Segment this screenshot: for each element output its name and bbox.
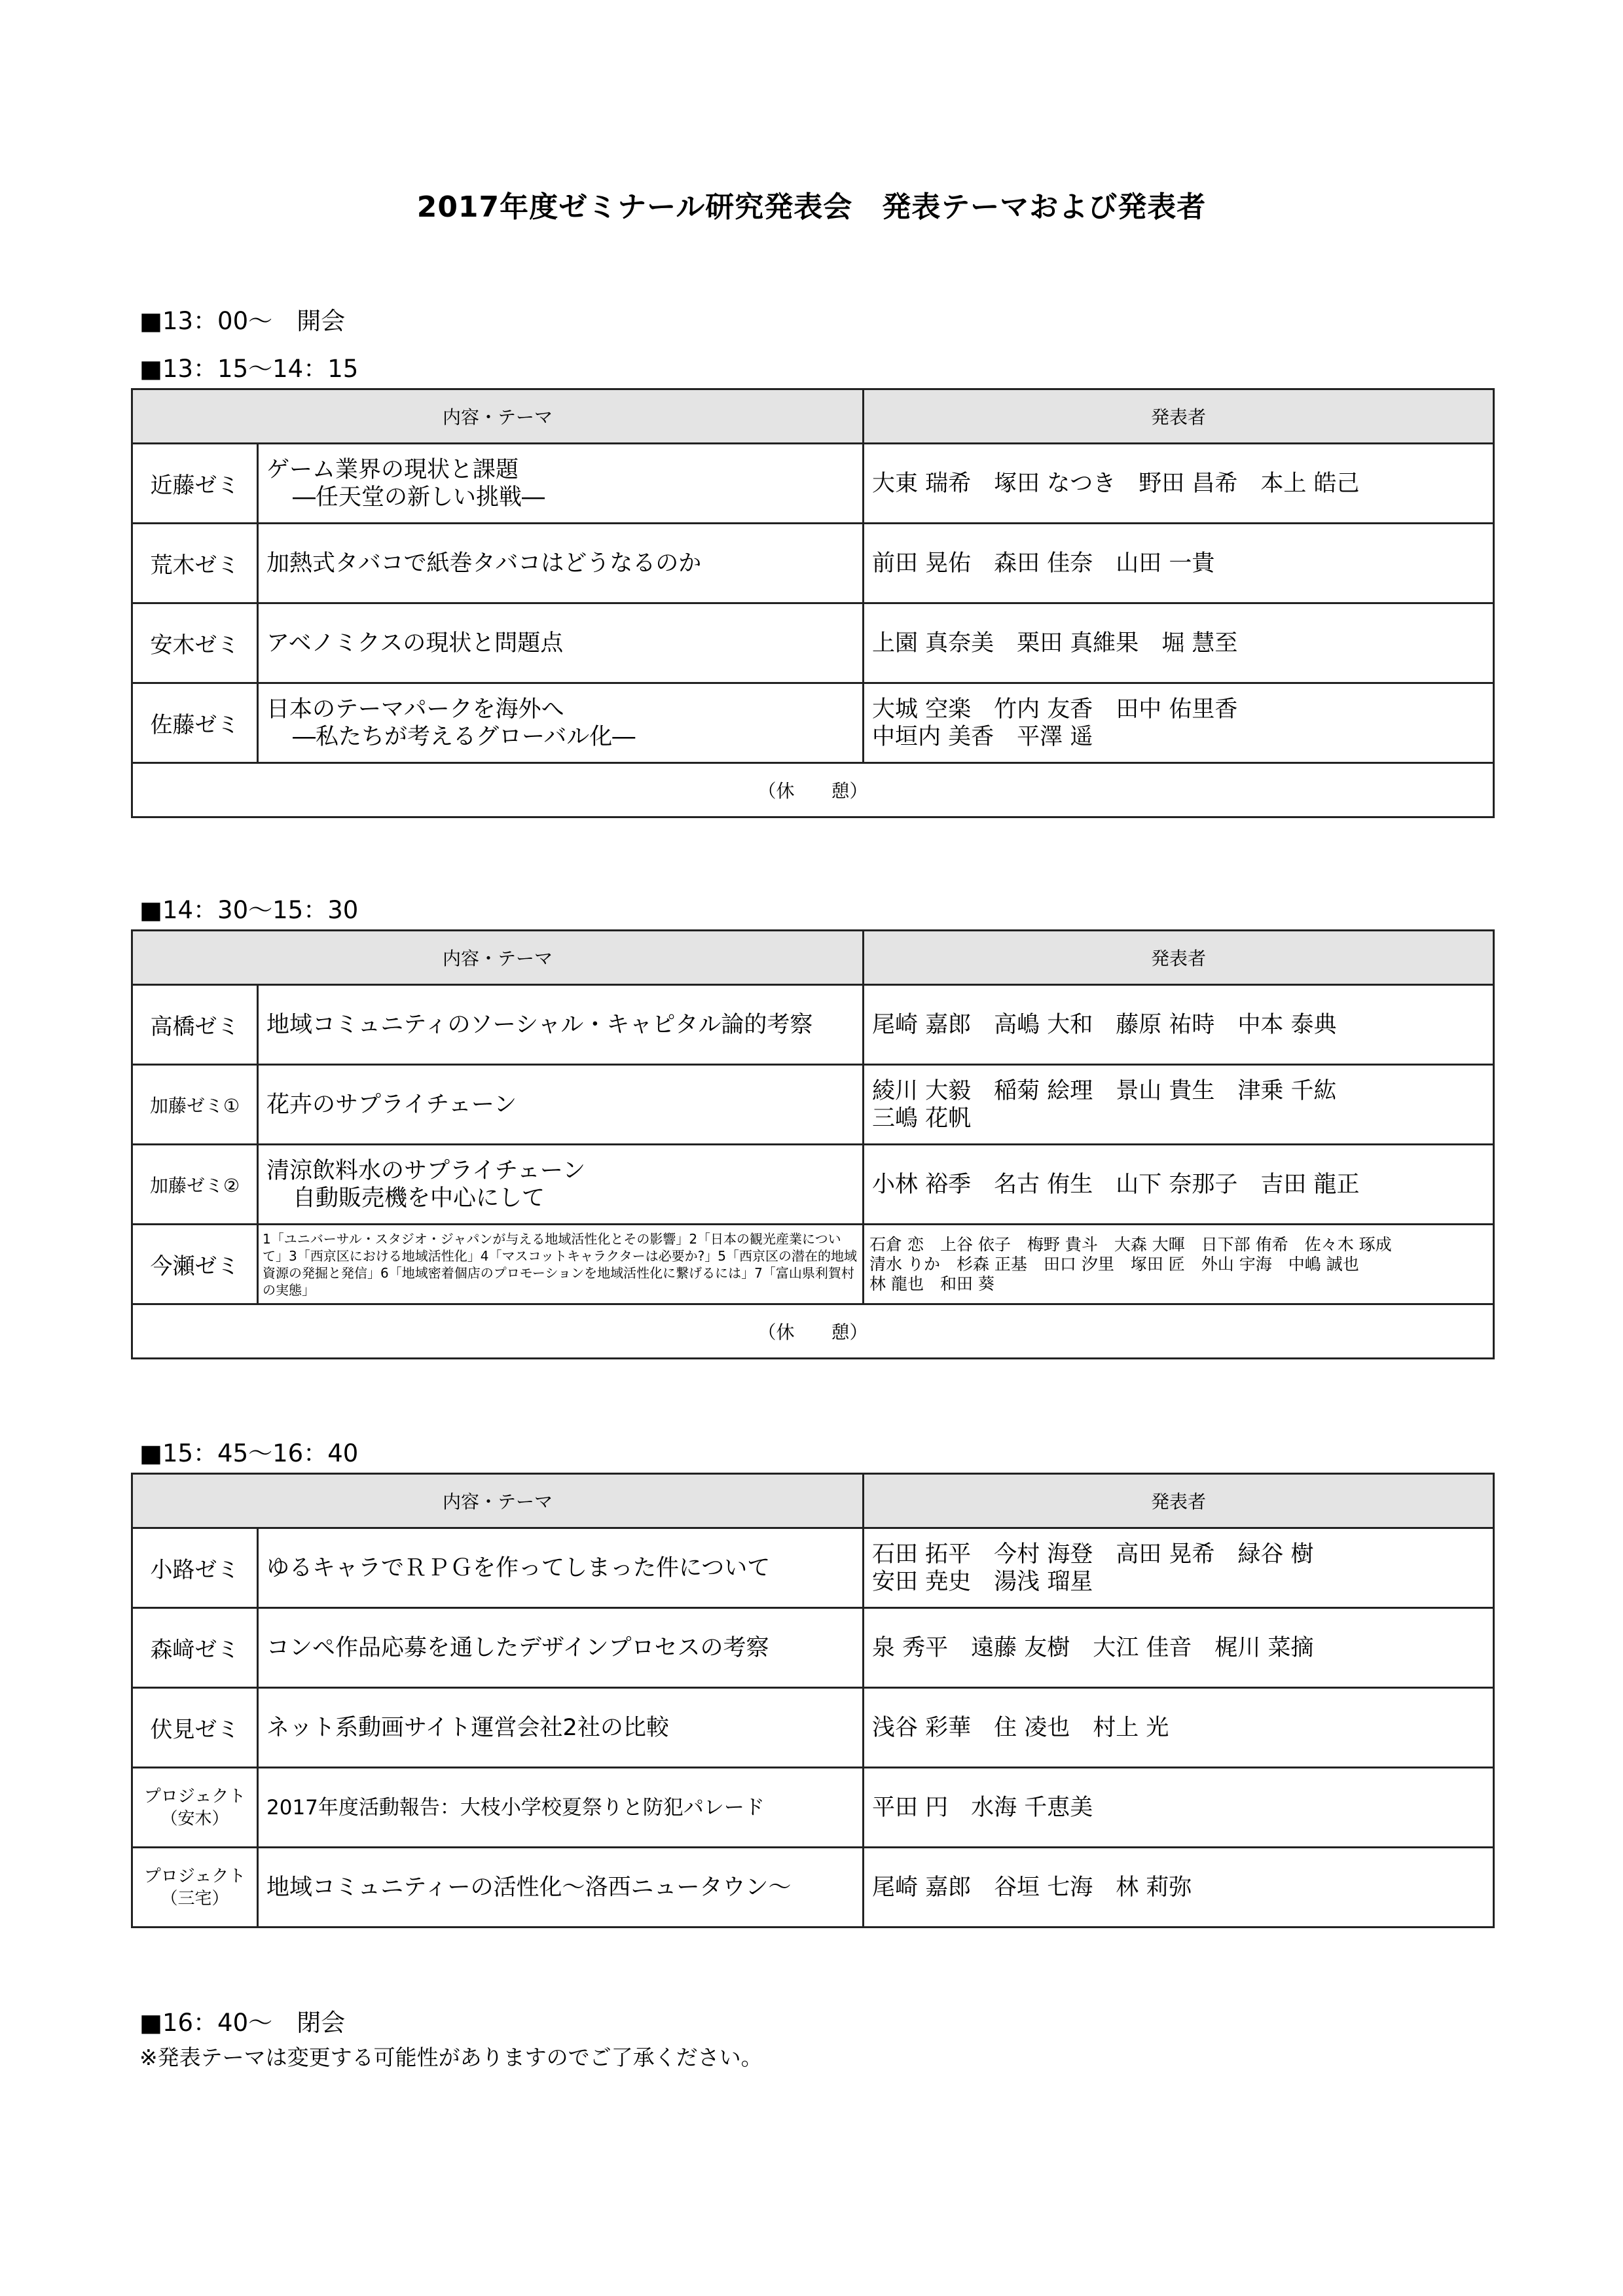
group-name: 近藤ゼミ bbox=[132, 444, 258, 524]
theme-cell: コンペ作品応募を通したデザインプロセスの考察 bbox=[258, 1608, 864, 1688]
table-row bbox=[132, 444, 1494, 524]
break-row: （休 憩） bbox=[132, 763, 1494, 817]
theme-cell bbox=[258, 683, 864, 763]
presenters-line: 石田 拓平 今村 海登 高田 晃希 緑谷 樹 bbox=[872, 1541, 1314, 1568]
table-row bbox=[132, 1225, 1494, 1304]
theme-cell: ネット系動画サイト運営会社2社の比較 bbox=[258, 1688, 864, 1768]
group-name: 安木ゼミ bbox=[132, 603, 258, 683]
presenters-cell: 尾崎 嘉郎 谷垣 七海 林 莉弥 bbox=[864, 1848, 1494, 1928]
presenters-cell bbox=[864, 1528, 1494, 1608]
theme-subtitle: 自動販売機を中心にして bbox=[293, 1185, 545, 1211]
table-row bbox=[132, 1528, 1494, 1608]
table-row bbox=[132, 1145, 1494, 1225]
theme-cell: 地域コミュニティーの活性化～洛西ニュータウン～ bbox=[258, 1848, 864, 1928]
presenters-line: 綾川 大毅 稲菊 絵理 景山 貴生 津乗 千紘 bbox=[872, 1077, 1337, 1104]
presenters-line: 石倉 恋 上谷 依子 梅野 貴斗 大森 大暉 日下部 侑希 佐々木 琢成 bbox=[869, 1234, 1392, 1254]
theme-title: 日本のテーマパークを海外へ bbox=[266, 696, 564, 723]
break-row: （休 憩） bbox=[132, 1304, 1494, 1359]
group-name: 今瀬ゼミ bbox=[132, 1225, 258, 1304]
footnote: ※発表テーマは変更する可能性がありますのでご了承ください。 bbox=[139, 2045, 763, 2070]
theme-cell bbox=[258, 1145, 864, 1225]
group-name: 荒木ゼミ bbox=[132, 524, 258, 603]
presenters-cell bbox=[864, 1225, 1494, 1304]
group-name: 森﨑ゼミ bbox=[132, 1608, 258, 1688]
theme-title: ゲーム業界の現状と課題 bbox=[266, 456, 519, 483]
group-name: 伏見ゼミ bbox=[132, 1688, 258, 1768]
presenters-cell: 浅谷 彩華 住 凌也 村上 光 bbox=[864, 1688, 1494, 1768]
table-row bbox=[132, 1848, 1494, 1928]
group-name: 高橋ゼミ bbox=[132, 985, 258, 1065]
group-name: 加藤ゼミ① bbox=[132, 1065, 258, 1145]
group-name: 加藤ゼミ② bbox=[132, 1145, 258, 1225]
session-3-time: ■15：45～16：40 bbox=[139, 1439, 359, 1467]
group-label: プロジェクト bbox=[143, 1786, 246, 1806]
presenters-cell: 平田 円 水海 千恵美 bbox=[864, 1768, 1494, 1848]
group-label: プロジェクト bbox=[143, 1866, 246, 1886]
header-presenters: 発表者 bbox=[864, 389, 1494, 444]
table-row bbox=[132, 1688, 1494, 1768]
presenters-line: 大城 空楽 竹内 友香 田中 佑里香 bbox=[872, 696, 1238, 723]
presenters-line: 清水 りか 杉森 正基 田口 汐里 塚田 匠 外山 宇海 中嶋 誠也 bbox=[869, 1254, 1359, 1274]
group-name: 佐藤ゼミ bbox=[132, 683, 258, 763]
theme-cell: 花卉のサプライチェーン bbox=[258, 1065, 864, 1145]
presenters-cell: 泉 秀平 遠藤 友樹 大江 佳音 梶川 菜摘 bbox=[864, 1608, 1494, 1688]
session-1-table bbox=[131, 388, 1495, 818]
presenters-cell bbox=[864, 1065, 1494, 1145]
header-content: 内容・テーマ bbox=[132, 389, 864, 444]
session-3-table bbox=[131, 1473, 1495, 1928]
theme-title: 清涼飲料水のサプライチェーン bbox=[266, 1157, 586, 1184]
presenters-cell: 小林 裕季 名古 侑生 山下 奈那子 吉田 龍正 bbox=[864, 1145, 1494, 1225]
header-content: 内容・テーマ bbox=[132, 931, 864, 985]
presenters-cell bbox=[864, 683, 1494, 763]
table-row bbox=[132, 985, 1494, 1065]
group-advisor: （安木） bbox=[160, 1808, 229, 1829]
theme-cell: ゆるキャラでＲＰＧを作ってしまった件について bbox=[258, 1528, 864, 1608]
theme-cell bbox=[258, 444, 864, 524]
theme-subtitle: ―任天堂の新しい挑戦― bbox=[293, 484, 545, 511]
closing-time: ■16：40～ 閉会 bbox=[139, 2009, 346, 2037]
group-advisor: （三宅） bbox=[160, 1888, 229, 1909]
group-name bbox=[132, 1848, 258, 1928]
presenters-line: 三嶋 花帆 bbox=[872, 1105, 972, 1132]
table-row bbox=[132, 1065, 1494, 1145]
group-name: 小路ゼミ bbox=[132, 1528, 258, 1608]
header-presenters: 発表者 bbox=[864, 1474, 1494, 1528]
presenters-line: 安田 尭史 湯浅 瑠星 bbox=[872, 1568, 1093, 1595]
theme-cell: 地域コミュニティのソーシャル・キャピタル論的考察 bbox=[258, 985, 864, 1065]
group-name bbox=[132, 1768, 258, 1848]
theme-cell: 1「ユニバーサル・スタジオ・ジャパンが与える地域活性化とその影響」2「日本の観光産業について」3「西京区における地域活性化」4「マスコットキャラクターは必要か?」5「西京区の潜在的地域資源の発掘と発信」6「地域密着個店のプロモーションを地域活性化に繋げるには」7「富山県利賀村の実態」 bbox=[258, 1225, 864, 1304]
session-2-table bbox=[131, 929, 1495, 1359]
header-presenters: 発表者 bbox=[864, 931, 1494, 985]
table-row bbox=[132, 524, 1494, 603]
presenters-line: 林 龍也 和田 葵 bbox=[869, 1274, 994, 1293]
table-row bbox=[132, 1608, 1494, 1688]
session-2-time: ■14：30～15：30 bbox=[139, 896, 359, 924]
presenters-cell: 大東 瑞希 塚田 なつき 野田 昌希 本上 皓己 bbox=[864, 444, 1494, 524]
header-content: 内容・テーマ bbox=[132, 1474, 864, 1528]
session-1-time: ■13：15～14：15 bbox=[139, 355, 359, 383]
theme-subtitle: ―私たちが考えるグローバル化― bbox=[293, 723, 636, 750]
table-row bbox=[132, 603, 1494, 683]
opening-time: ■13：00～ 開会 bbox=[139, 307, 346, 335]
theme-cell: 加熱式タバコで紙巻タバコはどうなるのか bbox=[258, 524, 864, 603]
table-row bbox=[132, 1768, 1494, 1848]
theme-cell: 2017年度活動報告：大枝小学校夏祭りと防犯パレード bbox=[258, 1768, 864, 1848]
presenters-cell: 尾崎 嘉郎 高嶋 大和 藤原 祐時 中本 泰典 bbox=[864, 985, 1494, 1065]
page-title: 2017年度ゼミナール研究発表会 発表テーマおよび発表者 bbox=[416, 190, 1207, 224]
presenters-cell: 上園 真奈美 栗田 真維果 堀 慧至 bbox=[864, 603, 1494, 683]
theme-cell: アベノミクスの現状と問題点 bbox=[258, 603, 864, 683]
table-row bbox=[132, 683, 1494, 763]
presenters-line: 中垣内 美香 平澤 遥 bbox=[872, 723, 1093, 750]
presenters-cell: 前田 晃佑 森田 佳奈 山田 一貴 bbox=[864, 524, 1494, 603]
